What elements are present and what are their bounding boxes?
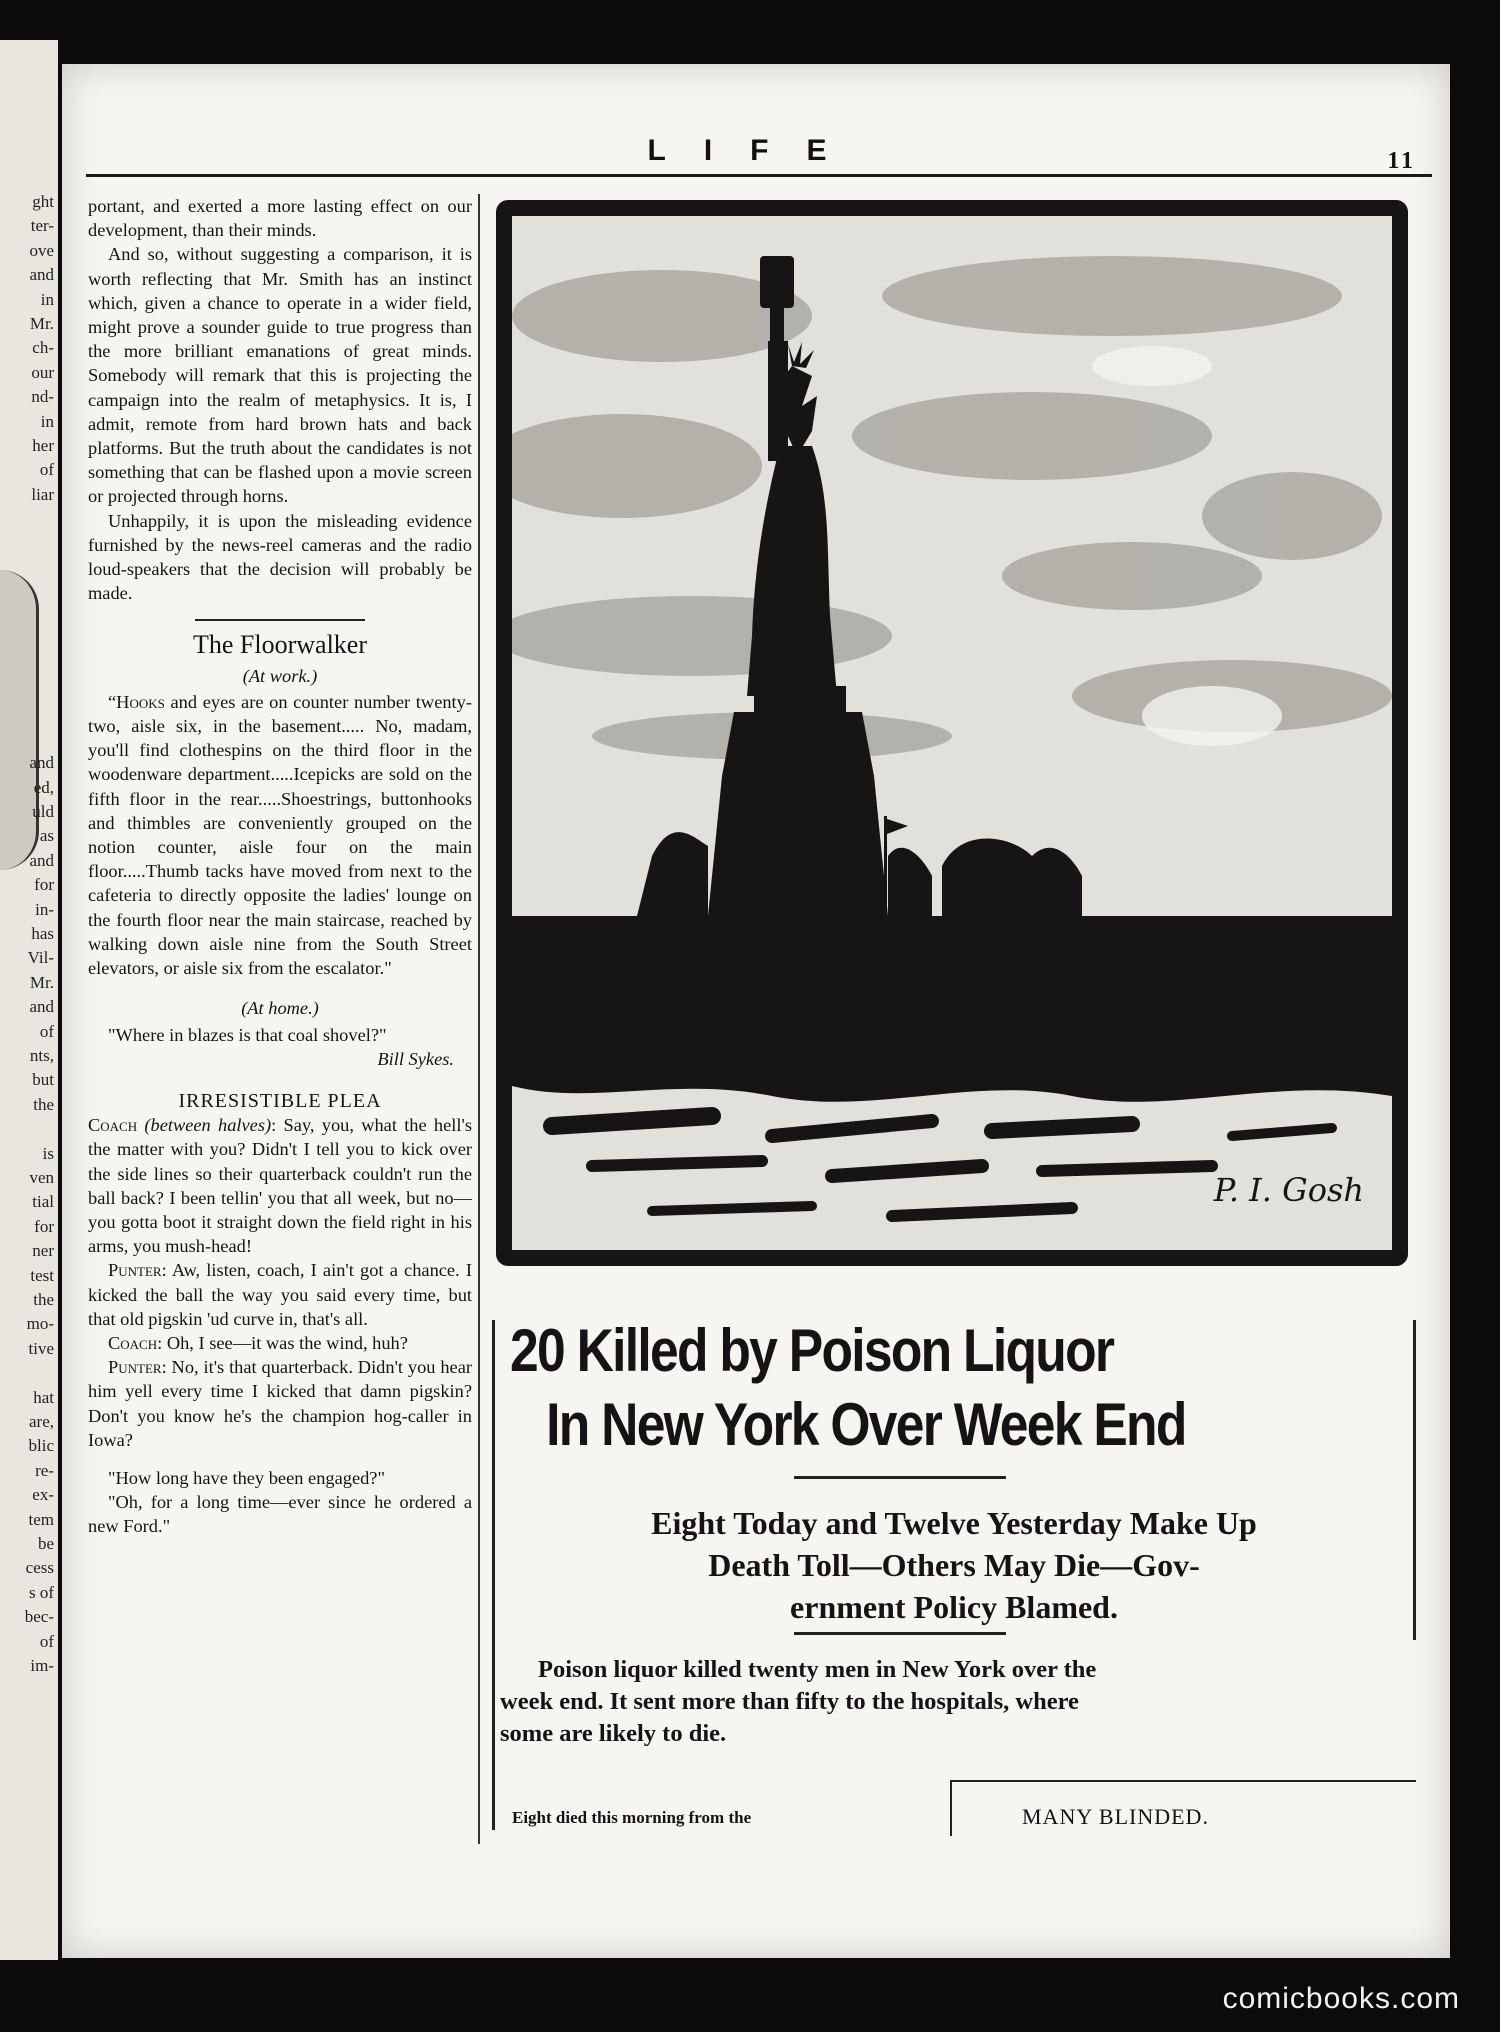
- facing-page-fragment: and: [29, 265, 54, 285]
- stage-direction: (At work.): [242, 665, 318, 686]
- facing-page-fragment: liar: [31, 484, 54, 504]
- facing-page-fragment: test: [30, 1265, 54, 1285]
- facing-page-fragment: mo-: [26, 1314, 54, 1334]
- facing-page-illustration-fragment: [0, 570, 39, 870]
- facing-page-fragment: tial: [32, 1192, 54, 1212]
- facing-page-fragment: and: [29, 850, 54, 870]
- dialogue-line: [88, 1331, 472, 1355]
- facing-page-fragment: re-: [35, 1460, 54, 1480]
- facing-page-fragment: ed,: [33, 777, 54, 797]
- dialogue-line: [88, 1258, 472, 1331]
- headline-rule: [794, 1476, 1006, 1479]
- facing-page-fragment: in: [40, 411, 54, 431]
- article-title: The Floorwalker: [192, 630, 367, 660]
- section-rule: [195, 619, 365, 621]
- facing-page-fragment: ex-: [32, 1485, 54, 1505]
- facing-page-fragment: be: [37, 1534, 54, 1553]
- dialogue-line: [88, 1355, 472, 1452]
- facing-page-fragment: for: [34, 875, 54, 895]
- facing-page-fragment: the: [33, 1094, 54, 1114]
- facing-page-fragment: ove: [29, 240, 54, 260]
- news-line: some are likely to die.: [500, 1720, 727, 1747]
- facing-page-fragment: nts,: [29, 1046, 54, 1065]
- facing-page-fragment: for: [34, 1216, 54, 1236]
- speaker: Punter: [108, 1260, 162, 1281]
- statue-of-liberty-illustration: [496, 200, 1408, 1266]
- facing-page-fragment: s of: [28, 1582, 54, 1602]
- facing-page-fragment: cess: [25, 1558, 54, 1578]
- facing-page-fragment: but: [32, 1070, 54, 1090]
- joke-line: "How long have they been engaged?": [108, 1467, 385, 1488]
- facing-page-fragment: her: [32, 436, 54, 455]
- masthead: LIFE: [647, 134, 865, 167]
- deck-line: Eight Today and Twelve Yesterday Make Up: [651, 1505, 1257, 1541]
- speaker: Coach: [108, 1332, 158, 1353]
- headline-line: In New York Over Week End: [546, 1391, 1186, 1458]
- deck-line: ernment Policy Blamed.: [790, 1589, 1118, 1625]
- subcolumn-divider: [950, 1780, 952, 1836]
- page-number: 11: [1387, 148, 1416, 174]
- text-column: [88, 194, 472, 1539]
- newspaper-clipping: [492, 1314, 1416, 1834]
- deck: [492, 1502, 1416, 1628]
- facing-page-fragment: the: [33, 1290, 54, 1309]
- facing-page-fragment: nd-: [31, 387, 54, 407]
- facing-page-fragment: of: [39, 1631, 54, 1651]
- headline: [510, 1314, 1284, 1462]
- facing-page-fragment: and: [29, 997, 54, 1017]
- facing-page-fragment: ven: [29, 1168, 54, 1187]
- subcolumn-rule: [950, 1780, 1416, 1782]
- facing-page-fragment: of: [39, 460, 54, 480]
- paragraph: Unhappily, it is upon the misleading evidence furnished by the news-reel cameras and the radio loud-speakers that the decision will probably be made.: [88, 510, 472, 604]
- facing-page-fragment: ch-: [32, 338, 54, 358]
- stage-direction: (At home.): [241, 998, 319, 1019]
- headline-line: 20 Killed by Poison Liquor: [510, 1317, 1114, 1384]
- header-rule: [86, 174, 1432, 177]
- speaker: Punter: [108, 1357, 162, 1378]
- facing-page-fragment: our: [31, 362, 54, 382]
- facing-page-fragment: and: [29, 753, 54, 773]
- dialogue-text: : Aw, listen, coach, I ain't got a chance. I kicked the ball the way you said every time, but that old pigskin 'ud curve in, that's all.: [88, 1260, 472, 1329]
- facing-page-fragment: as: [39, 826, 54, 846]
- paragraph-text: and eyes are on counter number twenty-two, aisle six, in the basement..... No, madam, you'll find clothespins on the third floor in the woodenware department.....Icepicks are sold on the fifth floor in the rear.....Shoestrings, buttonhooks and thimbles are conveniently grouped on the notion counter, aisle four on the main floor.....Thumb tacks have moved from next to the cafeteria to directly opposite the ladies' lounge on the fourth floor near the main staircase, reached by walking down aisle nine from the South Street elevators, or aisle six from the escalator.": [88, 691, 472, 979]
- facing-page-fragment: of: [39, 1021, 54, 1041]
- deck-rule: [794, 1632, 1006, 1635]
- deck-line: Death Toll—Others May Die—Gov-: [708, 1547, 1200, 1583]
- facing-page-fragment: im-: [30, 1656, 54, 1675]
- dialogue-text: : Oh, I see—it was the wind, huh?: [157, 1332, 408, 1353]
- illustration-artwork: [512, 216, 1392, 1250]
- facing-page-fragment: bec-: [24, 1607, 54, 1627]
- news-line: Eight died this morning from the: [512, 1808, 752, 1827]
- facing-page-fragment: ght: [32, 192, 54, 211]
- article-title: IRRESISTIBLE PLEA: [178, 1089, 382, 1112]
- facing-page-fragment: in: [40, 289, 54, 309]
- facing-page-fragment: uld: [32, 802, 54, 821]
- byline: Bill Sykes.: [377, 1048, 454, 1069]
- facing-page-fragment: tive: [28, 1338, 54, 1358]
- news-line: week end. It sent more than fifty to the hospitals, where: [500, 1688, 1079, 1715]
- news-subhead: MANY BLINDED.: [1022, 1804, 1209, 1829]
- column-divider: [478, 194, 480, 1844]
- facing-page-fragment: Mr.: [29, 972, 54, 992]
- joke-line: "Oh, for a long time—ever since he ordered a new Ford.": [88, 1492, 472, 1537]
- facing-page-edge: [0, 40, 58, 1960]
- paragraph: "Where in blazes is that coal shovel?": [108, 1024, 387, 1045]
- artist-signature: P. I. Gosh: [1213, 1171, 1364, 1209]
- aside: (between halves): [144, 1115, 272, 1136]
- facing-page-fragment: in-: [35, 899, 54, 919]
- dialogue-line: [88, 1113, 472, 1258]
- dialogue-text: : Say, you, what the hell's the matter with you? Didn't I tell you to kick over the side lines so their quarterback couldn't run the ball back? I been tellin' you that all week, but no—you gotta boot it straight down the field right in his arms, you mush-head!: [88, 1115, 472, 1257]
- news-line: Poison liquor killed twenty men in New York over the: [538, 1656, 1097, 1683]
- watermark: comicbooks.com: [1222, 1982, 1460, 2015]
- facing-page-fragment: Vil-: [27, 948, 54, 968]
- facing-page-fragment: tem: [28, 1509, 54, 1529]
- facing-page-fragment: is: [42, 1143, 54, 1163]
- magazine-page: [62, 64, 1450, 1958]
- speaker: Coach: [88, 1115, 138, 1136]
- facing-page-fragment: ner: [32, 1241, 54, 1261]
- facing-page-fragment: blic: [28, 1436, 54, 1456]
- lead-word: Hooks: [116, 691, 165, 712]
- paragraph: And so, without suggesting a comparison, it is worth reflecting that Mr. Smith has an instinct which, given a chance to operate in a wider field, might prove a sounder guide to true progress than the more brilliant emanations of great minds. Somebody will remark that this is projecting the campaign into the realm of metaphysics. It is, I admit, remote from hard brown hats and back platforms. But the truth about the candidates is not something that can be flashed upon a movie screen or projected through horns.: [88, 244, 472, 507]
- paragraph: portant, and exerted a more lasting effect on our development, than their minds.: [88, 196, 472, 241]
- facing-page-fragment: ter-: [30, 216, 54, 236]
- paragraph: “Hooks and eyes are on counter number twenty-two, aisle six, in the basement..... No, madam, you'll find clothespins on the third floor in the woodenware department.....Icepicks are sold on the fifth floor in the rear.....Shoestrings, buttonhooks and thimbles are conveniently grouped on the notion counter, aisle four on the main floor.....Thumb tacks have moved from next to the cafeteria to directly opposite the ladies' lounge on the fourth floor near the main staircase, reached by walking down aisle nine from the South Street elevators, or aisle six from the escalator.": [88, 691, 472, 979]
- facing-page-fragment: has: [31, 924, 54, 943]
- facing-page-fragment: are,: [28, 1412, 54, 1431]
- facing-page-fragment: hat: [33, 1387, 54, 1407]
- news-body: [500, 1654, 1412, 1750]
- dialogue-text: : No, it's that quarterback. Didn't you hear him yell every time I kicked that damn pigskin? Don't you know he's the champion hog-caller in Iowa?: [88, 1357, 472, 1450]
- facing-page-fragment: Mr.: [29, 314, 54, 333]
